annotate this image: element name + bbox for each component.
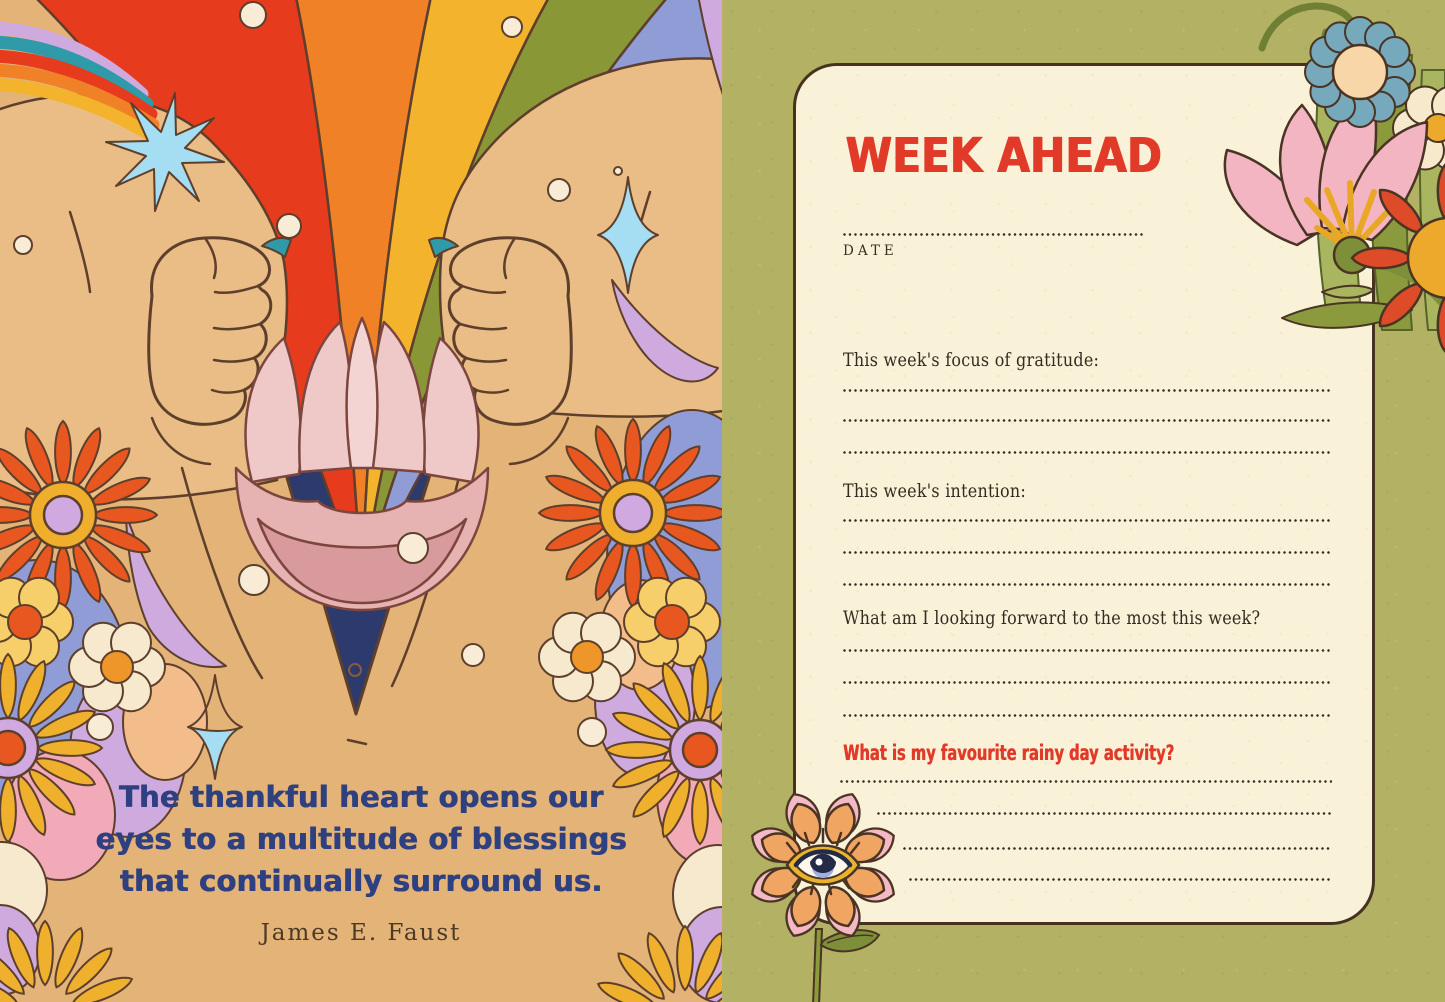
prompt-intention: This week's intention: xyxy=(843,480,1027,502)
cream-flower-corner xyxy=(1393,87,1445,170)
writing-line xyxy=(843,451,1332,454)
eye-flower-leaf xyxy=(821,930,879,951)
writing-line xyxy=(877,812,1332,815)
eye-flower-stem xyxy=(813,929,822,1002)
quote-line-1: The thankful heart opens our xyxy=(118,780,604,814)
left-page-illustration xyxy=(0,0,722,1002)
small-yellow-flower-right xyxy=(624,578,720,666)
date-line xyxy=(843,233,1145,236)
writing-line xyxy=(843,419,1332,422)
prompt-rainy-day: What is my favourite rainy day activity? xyxy=(843,741,1175,765)
writing-line xyxy=(840,780,1332,783)
writing-line xyxy=(843,649,1332,652)
writing-line xyxy=(843,681,1332,684)
cream-flower-left xyxy=(69,623,165,711)
prompt-looking-forward: What am I looking forward to the most this week? xyxy=(843,607,1261,629)
writing-line xyxy=(843,551,1332,554)
page-title: WEEK AHEAD xyxy=(845,128,1162,184)
quote-attribution: James E. Faust xyxy=(260,920,462,946)
quote-line-2: eyes to a multitude of blessings xyxy=(95,822,627,856)
prompt-gratitude-focus: This week's focus of gratitude: xyxy=(843,349,1100,371)
stem-swirl xyxy=(1262,6,1354,48)
cream-flower-right xyxy=(539,613,635,701)
writing-line xyxy=(843,583,1332,586)
journal-card xyxy=(793,63,1375,925)
right-page-journal xyxy=(722,0,1445,1002)
quote-line-3: that continually surround us. xyxy=(119,864,603,898)
writing-line xyxy=(909,878,1332,881)
lotus-flower xyxy=(236,318,488,610)
writing-line xyxy=(843,519,1332,522)
writing-line xyxy=(903,847,1332,850)
date-label: DATE xyxy=(843,243,898,259)
writing-line xyxy=(843,389,1332,392)
writing-line xyxy=(843,714,1332,717)
